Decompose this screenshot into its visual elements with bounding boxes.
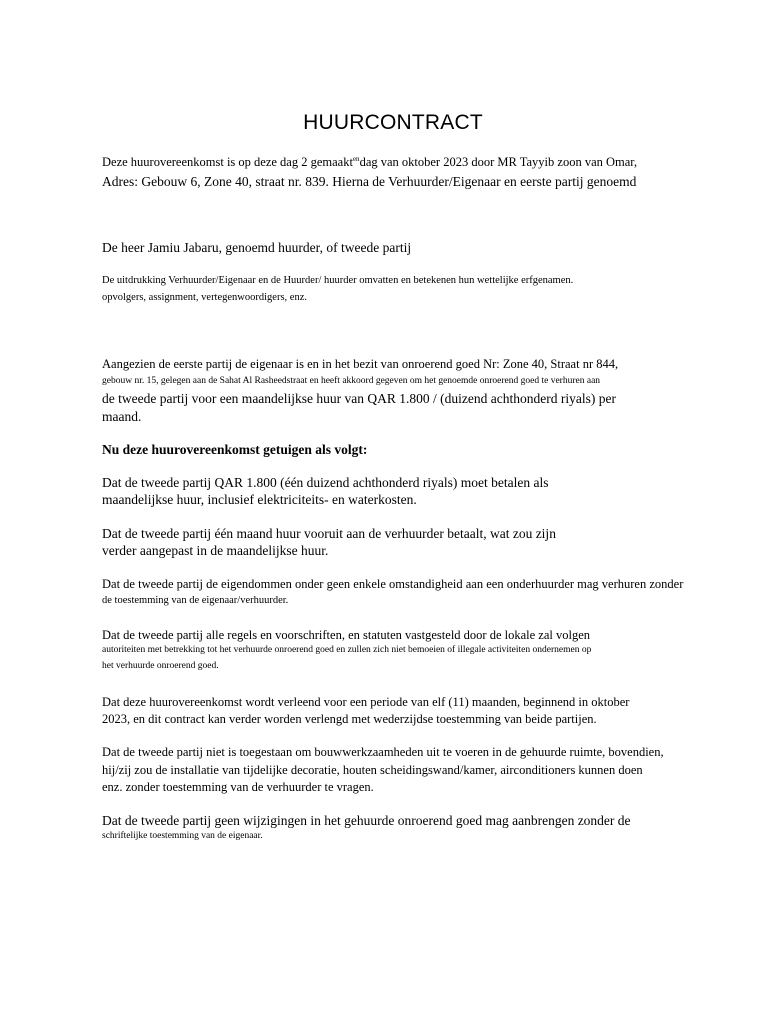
tenant-line: De heer Jamiu Jabaru, genoemd huurder, of tweede partij bbox=[102, 240, 412, 255]
clause-4-line-2: autoriteiten met betrekking tot het verhuurde onroerend goed en zullen zich niet bemoeien of illegale activiteiten ondernemen op bbox=[102, 645, 592, 655]
intro-line-1-end: dag van oktober 2023 door MR Tayyib zoon van Omar, bbox=[359, 155, 638, 169]
clause-6-line-3: enz. zonder toestemming van de verhuurder te vragen. bbox=[102, 780, 374, 794]
definition-line-1: De uitdrukking Verhuurder/Eigenaar en de Huurder/ huurder omvatten en betekenen hun wettelijke erfgenamen. bbox=[102, 275, 574, 286]
clause-6-line-2: hij/zij zou de installatie van tijdelijke decoratie, houten scheidingswand/kamer, airconditioners kunnen doen bbox=[102, 763, 643, 777]
definition-line-2: opvolgers, assignment, vertegenwoordigers, enz. bbox=[102, 292, 307, 303]
clause-5-line-2: 2023, en dit contract kan verder worden verlengd met wederzijdse toestemming van beide partijen. bbox=[102, 712, 597, 726]
clause-4-line-1: Dat de tweede partij alle regels en voorschriften, en statuten vastgesteld door de lokale zal volgen bbox=[102, 628, 591, 642]
document-title: HUURCONTRACT bbox=[303, 111, 483, 134]
clause-3-line-1: Dat de tweede partij de eigendommen onder geen enkele omstandigheid aan een onderhuurder mag verhuren zonder bbox=[102, 577, 684, 591]
whereas-line-3: de tweede partij voor een maandelijkse huur van QAR 1.800 / (duizend achthonderd riyals) per bbox=[102, 391, 616, 406]
clause-4-line-3: het verhuurde onroerend goed. bbox=[102, 661, 219, 671]
clause-1-line-2: maandelijkse huur, inclusief elektriciteits- en waterkosten. bbox=[102, 492, 417, 507]
clause-6-line-1: Dat de tweede partij niet is toegestaan om bouwwerkzaamheden uit te voeren in de gehuurde ruimte, bovendien, bbox=[102, 745, 664, 759]
clause-2-line-2: verder aangepast in de maandelijkse huur. bbox=[102, 543, 329, 558]
whereas-line-4: maand. bbox=[102, 409, 142, 424]
clause-5-line-1: Dat deze huurovereenkomst wordt verleend voor een periode van elf (11) maanden, beginnend in oktober bbox=[102, 695, 630, 709]
clause-3-line-2: de toestemming van de eigenaar/verhuurder. bbox=[102, 595, 289, 606]
witness-heading: Nu deze huurovereenkomst getuigen als volgt: bbox=[102, 442, 368, 457]
intro-line-1 bbox=[102, 155, 637, 170]
intro-ordinal-superscript: en bbox=[352, 155, 360, 163]
intro-line-2: Adres: Gebouw 6, Zone 40, straat nr. 839. Hierna de Verhuurder/Eigenaar en eerste partij genoemd bbox=[102, 174, 637, 189]
clause-7-line-1: Dat de tweede partij geen wijzigingen in het gehuurde onroerend goed mag aanbrengen zonder de bbox=[102, 813, 631, 828]
clause-1-line-1: Dat de tweede partij QAR 1.800 (één duizend achthonderd riyals) moet betalen als bbox=[102, 475, 549, 490]
intro-line-1-start: Deze huurovereenkomst is op deze dag 2 gemaakt bbox=[102, 155, 353, 169]
whereas-line-2: gebouw nr. 15, gelegen aan de Sahat Al Rasheedstraat en heeft akkoord gegeven om het genoemde onroerend goed te verhuren aan bbox=[102, 376, 601, 386]
clause-2-line-1: Dat de tweede partij één maand huur vooruit aan de verhuurder betaalt, wat zou zijn bbox=[102, 526, 556, 541]
clause-7-line-2: schriftelijke toestemming van de eigenaar. bbox=[102, 831, 263, 841]
whereas-line-1: Aangezien de eerste partij de eigenaar is en in het bezit van onroerend goed Nr: Zone 40, Straat nr 844, bbox=[102, 357, 619, 371]
